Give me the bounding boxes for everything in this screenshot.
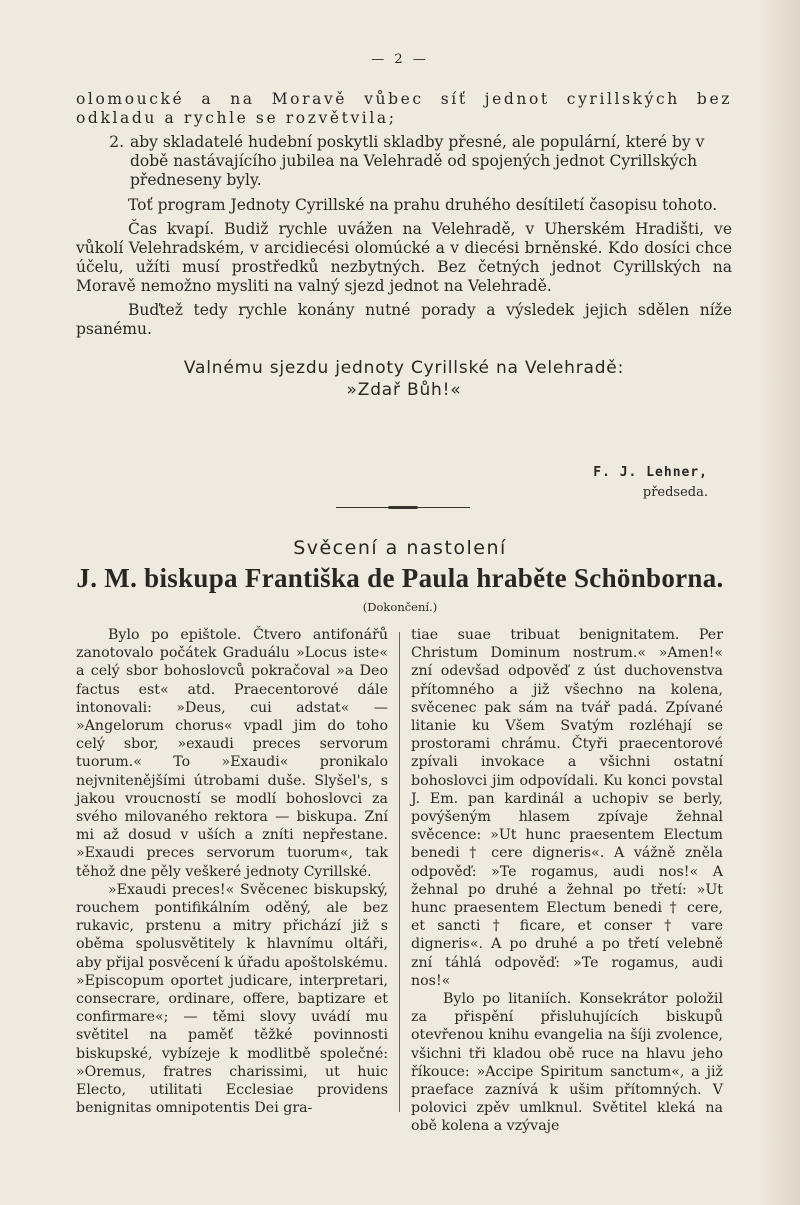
article-heading-2: J. M. biskupa Františka de Paula hraběte Schönborna. xyxy=(76,563,724,593)
intro-paragraph-5: Buďtež tedy rychle konány nutné porady a výsledek jejich sdělen níže psanému. xyxy=(76,301,732,338)
greeting-line-2: »Zdař Bůh!« xyxy=(346,380,462,400)
list-number: 2. xyxy=(109,133,124,151)
intro-paragraph-4: Čas kvapí. Budiž rychle uvážen na Velehradě, v Uherském Hradišti, ve vůkolí Velehradském, v arcidiecési olomúcké a v diecési brněnské. Kdo dosíci chce účelu, užíti musí prostředků nezbytných. Bez četných jednot Cyrillských na Moravě nemožno mysliti na valný sjezd jednot na Velehradě. xyxy=(76,220,732,295)
intro-paragraph-1 xyxy=(76,90,732,128)
left-column xyxy=(76,626,388,1117)
continuation-note: (Dokončení.) xyxy=(362,600,438,614)
divider-ornament xyxy=(388,506,418,509)
left-paragraph-1: Bylo po epištole. Čtvero antifonářů zanotovalo počátek Graduálu »Locus iste« a celý sbor bohoslovců pokračoval »a Deo factus est« atd. Praecentorové dále intonovali: »Deus, cui adstat« — »Angelorum chorus« vpadl jim do toho celý sbor, »exaudi preces servorum tuorum.« To »Exaudi« pronikalo nejvnitenějšími útrobami duše. Slyšel's, s jakou vroucností se modlí bohoslovci za svého milovaného rektora — biskupa. Zní mi až dosud v uších a zníti nepřestane. »Exaudi preces servorum tuorum«, tak těhož dne pěly veškeré jednoty Cyrillské. xyxy=(76,627,388,880)
intro-paragraph-3: Toť program Jednoty Cyrillské na prahu druhého desítiletí časopisu tohoto. xyxy=(128,196,718,214)
greeting xyxy=(76,357,732,401)
signature-role: předseda. xyxy=(642,485,708,500)
page-number: — 2 — xyxy=(371,52,429,67)
signature-block xyxy=(568,463,708,503)
right-column xyxy=(411,626,723,1136)
right-paragraph-1: tiae suae tribuat benignitatem. Per Christum Dominum nostrum.« »Amen!« zní odevšad odpověď z úst duchovenstva přítomného a již všechno na kolena, svěcenec pak sám na tvář padá. Zpívané litanie ku Všem Svatým rozléhají se prostorami chrámu. Čtyři praecentorové zpívali invokace a všichni ostatní bohoslovci jim odpovídali. Ku konci povstal J. Em. pan kardinál a uchopiv se berly, povýšeným hlasem zpívaje žehnal svěcence: »Ut hunc praesentem Electum benedi † cere digneris«. A vážně zněla odpověď: »Te rogamus, audi nos!« A žehnal po druhé a žehnal po třetí: »Ut hunc praesentem Electum benedi † cere, et sancti † ficare, et conser † vare digneris«. A po druhé a po třetí velebně zní táhlá odpověď: »Te rogamus, audi nos!« xyxy=(411,627,723,989)
section-divider xyxy=(336,506,470,509)
list-item-2 xyxy=(76,133,732,190)
column-rule xyxy=(399,632,400,1112)
intro-text-1: olomoucké a na Moravě vůbec síť jednot cyrillských bez odkladu a rychle se rozvětvila; xyxy=(76,90,732,127)
signature-name: F. J. Lehner, xyxy=(593,465,708,480)
greeting-line-1: Valnému sjezdu jednoty Cyrillské na Velehradě: xyxy=(183,358,625,378)
article-heading-1: Svěcení a nastolení xyxy=(293,537,507,559)
list-text: aby skladatelé hudební poskytli skladby přesné, ale populární, které by v době nastávajícího jubilea na Velehradě od spojených jednot Cyrillských předneseny byly. xyxy=(130,133,705,189)
left-paragraph-2: »Exaudi preces!« Svěcenec biskupský, rouchem pontifikálním oděný, ale bez rukavic, prstenu a mitry přichází již s oběma spolusvětitely k hlavnímu oltáři, aby přijal posvěcení k úřadu apoštolskému. »Episcopum oportet judicare, interpretari, consecrare, ordinare, offere, baptizare et confirmare«; — těmi slovy uvádí mu světitel na paměť těžké povinnosti biskupské, vybízeje k modlitbě společné: »Oremus, fratres charissimi, ut huic Electo, utilitati Ecclesiae providens benignitas omnipotentis Dei gra- xyxy=(76,881,388,1117)
right-paragraph-2: Bylo po litaniích. Konsekrátor položil za přispění přisluhujících biskupů otevřenou knihu evangelia na šíji zvolence, všichni tři kladou obě ruce na hlavu jeho říkouce: »Accipe Spiritum sanctum«, a již praeface zaznívá k ušim přítomných. V polovici zpěv umlknul. Světitel kleká na obě kolena a vzývaje xyxy=(411,991,723,1135)
intro-section xyxy=(76,90,732,401)
